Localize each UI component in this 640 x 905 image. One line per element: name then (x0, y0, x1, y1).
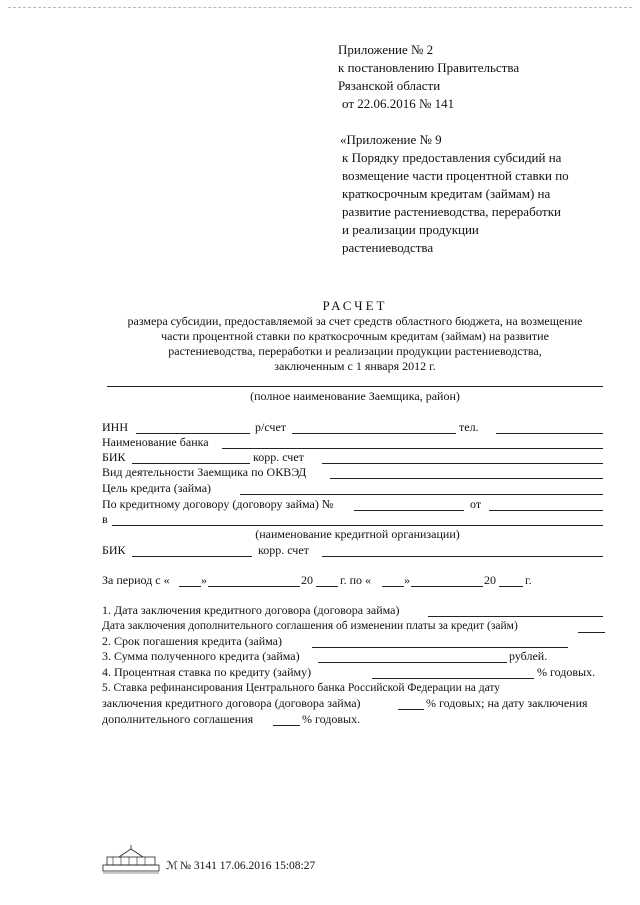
heading-line: части процентной ставки по краткосрочным кредитам (займам) на развитие (161, 329, 549, 343)
corr-account-label: корр. счет (253, 450, 304, 464)
period-quote: » (404, 573, 410, 587)
appendix9-line: растениеводства (342, 240, 434, 255)
contract-date-field[interactable] (489, 510, 603, 511)
appendix9-line: развитие растениеводства, переработки (342, 204, 561, 219)
item-2-label: 2. Срок погашения кредита (займа) (102, 634, 282, 648)
corr-account2-label: корр. счет (258, 543, 309, 557)
contract-number-field[interactable] (354, 510, 464, 511)
item-5-line-1: 5. Ставка рефинансирования Центрального банка Российской Федерации на дату (102, 682, 501, 694)
period-start-month-field[interactable] (208, 586, 300, 587)
account-label: р/счет (255, 420, 287, 434)
in-label: в (102, 512, 108, 526)
bank-name-field[interactable] (222, 448, 603, 449)
period-start-day-field[interactable] (179, 586, 201, 587)
appendix9-line: и реализации продукции (342, 222, 479, 237)
item-5-line-2b: % годовых; на дату заключения (426, 696, 588, 710)
document-title: РАСЧЕТ (322, 298, 388, 313)
bik-label: БИК (102, 450, 126, 464)
period-end-year-field[interactable] (499, 586, 523, 587)
bik-field[interactable] (132, 463, 250, 464)
top-border-line (8, 7, 632, 8)
period-to-label: г. по « (340, 573, 371, 587)
period-end-day-field[interactable] (382, 586, 404, 587)
contract-from-label: от (470, 497, 482, 511)
item-4-unit: % годовых. (537, 665, 596, 679)
stamp-mark-icon: ℳ (166, 859, 178, 872)
item-5-line-2a: заключения кредитного договора (договора займа) (102, 696, 361, 710)
contract-date-field-1[interactable] (428, 616, 603, 617)
appendix-title: Приложение № 2 (338, 42, 434, 57)
heading-line: заключенным с 1 января 2012 г. (274, 359, 436, 373)
item-3-unit: рублей. (509, 649, 548, 663)
bik2-label: БИК (102, 543, 126, 557)
repayment-term-field[interactable] (312, 647, 568, 648)
appendix9-line: краткосрочным кредитам (займам) на (342, 186, 551, 201)
appendix9-line: к Порядку предоставления субсидий на (342, 150, 562, 165)
item-3-label: 3. Сумма полученного кредита (займа) (102, 649, 300, 663)
item-1b-label: Дата заключения дополнительного соглашения об изменении платы за кредит (займ) (102, 620, 518, 632)
period-prefix: За период с « (102, 573, 170, 587)
appendix9-line: возмещение части процентной ставки по (342, 168, 569, 183)
contract-label: По кредитному договору (договору займа) № (102, 497, 334, 511)
refinancing-rate-contract-field[interactable] (398, 709, 424, 710)
refinancing-rate-amendment-field[interactable] (273, 725, 300, 726)
interest-rate-field[interactable] (372, 678, 534, 679)
period-start-year-field[interactable] (316, 586, 338, 587)
heading-line: размера субсидии, предоставляемой за счет средств областного бюджета, на возмещение (127, 314, 583, 328)
loan-amount-field[interactable] (318, 662, 507, 663)
government-building-logo (101, 845, 161, 875)
credit-org-caption: (наименование кредитной организации) (255, 527, 460, 541)
period-year-prefix: 20 (484, 573, 496, 587)
item-5-line-3b: % годовых. (302, 712, 361, 726)
bik2-field[interactable] (132, 556, 252, 557)
period-year-prefix: 20 (301, 573, 313, 587)
inn-label: ИНН (102, 420, 128, 434)
appendix-line: от 22.06.2016 № 141 (342, 96, 455, 111)
registration-stamp: № 3141 17.06.2016 15:08:27 (180, 860, 316, 872)
purpose-label: Цель кредита (займа) (102, 481, 212, 495)
item-4-label: 4. Процентная ставка по кредиту (займу) (102, 665, 312, 679)
period-quote: » (201, 573, 207, 587)
okved-label: Вид деятельности Заемщика по ОКВЭД (102, 465, 307, 479)
purpose-field[interactable] (240, 494, 603, 495)
item-5-line-3a: дополнительного соглашения (102, 712, 254, 726)
amendment-date-field[interactable] (578, 632, 605, 633)
appendix-line: Рязанской области (338, 78, 441, 93)
borrower-caption: (полное наименование Заемщика, район) (250, 389, 460, 403)
item-1-label: 1. Дата заключения кредитного договора (договора займа) (102, 603, 400, 617)
okved-field[interactable] (330, 478, 603, 479)
inn-field[interactable] (136, 433, 250, 434)
heading-line: растениеводства, переработки и реализации продукции растениеводства, (168, 344, 542, 358)
appendix9-title: «Приложение № 9 (340, 132, 442, 147)
phone-label: тел. (459, 420, 479, 434)
account-field[interactable] (292, 433, 456, 434)
phone-field[interactable] (496, 433, 603, 434)
corr-account-field[interactable] (322, 463, 603, 464)
corr-account2-field[interactable] (322, 556, 603, 557)
period-year-suffix: г. (525, 573, 532, 587)
bank-name-label: Наименование банка (102, 435, 209, 449)
borrower-name-line[interactable] (107, 386, 603, 387)
period-end-month-field[interactable] (411, 586, 483, 587)
appendix-line: к постановлению Правительства (338, 60, 520, 75)
credit-org-field[interactable] (112, 525, 603, 526)
